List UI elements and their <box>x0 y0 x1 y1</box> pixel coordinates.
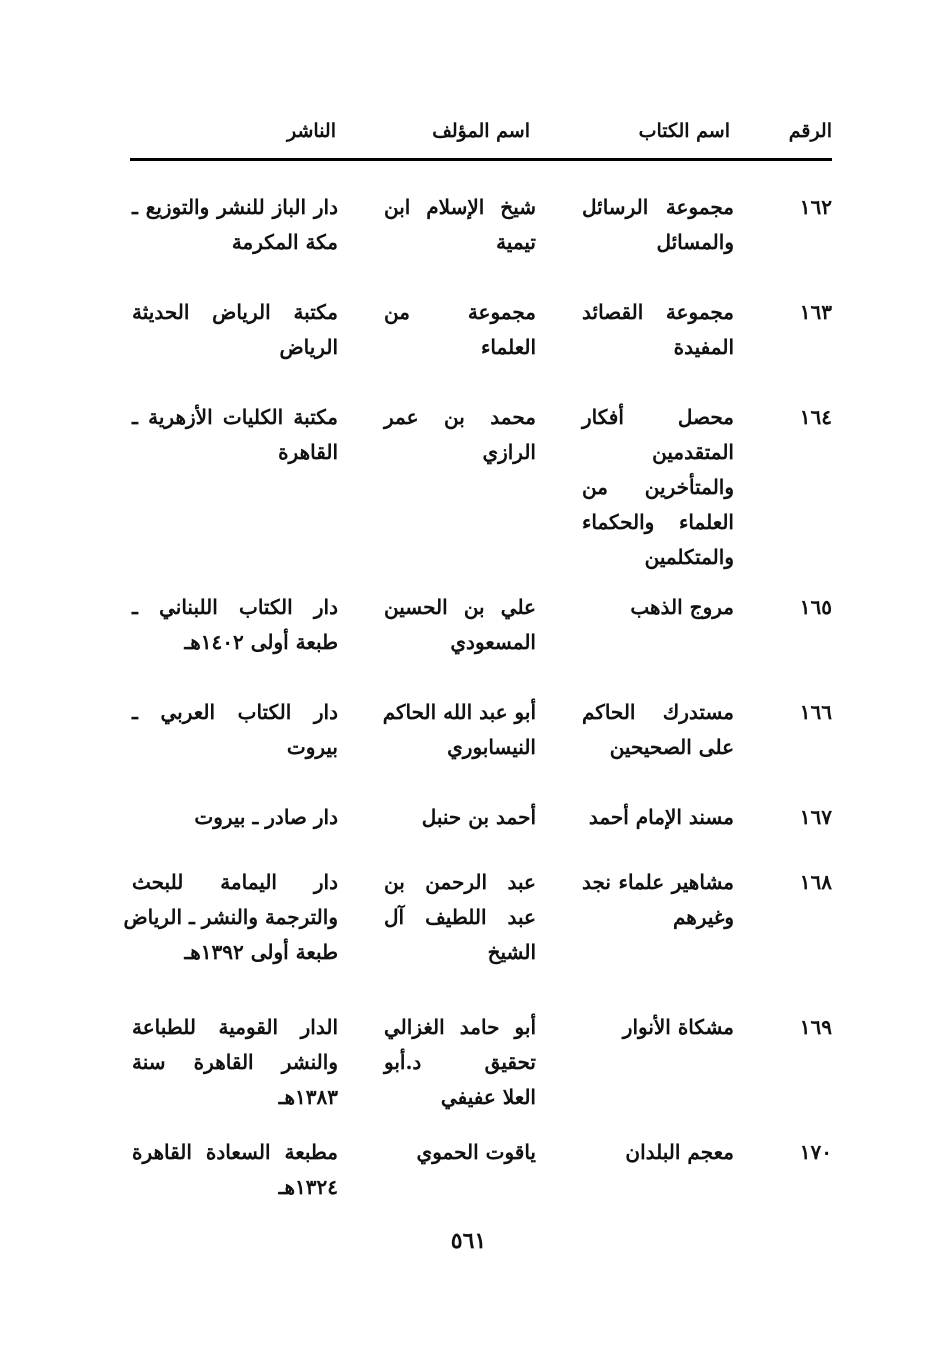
author-name-line: النيسابوري <box>447 735 536 759</box>
author-name <box>384 1010 536 1115</box>
publisher-info-line: مكة المكرمة <box>231 230 338 254</box>
publisher-info-line: طبعة أولى ١٣٩٢هـ <box>184 940 338 964</box>
book-title <box>582 400 734 575</box>
publisher-info-line: ١٣٢٤هـ <box>278 1175 338 1199</box>
book-title-line: المتقدمين <box>652 440 734 464</box>
publisher-info <box>132 1010 338 1115</box>
book-title-line: مجموعة القصائد <box>582 300 734 324</box>
publisher-info-line: مطبعة السعادة القاهرة <box>132 1140 338 1164</box>
publisher-info-line: دار صادر ـ بيروت <box>194 805 338 829</box>
author-name <box>384 295 536 365</box>
author-name-line: العلماء <box>481 335 536 359</box>
book-title <box>582 590 734 625</box>
author-name-line: محمد بن عمر <box>384 405 536 429</box>
entry-number: ١٦٩ <box>799 1015 832 1039</box>
author-name <box>384 590 536 660</box>
page-number: ٥٦١ <box>450 1228 487 1254</box>
header-author: اسم المؤلف <box>432 120 530 142</box>
header-publisher: الناشر <box>287 120 336 142</box>
author-name-line: علي بن الحسين <box>384 595 536 619</box>
book-title-line: والمتأخرين من <box>582 475 734 499</box>
author-name-line: الشيخ <box>487 940 536 964</box>
book-title-line: مشكاة الأنوار <box>622 1015 734 1039</box>
publisher-info-line: القاهرة <box>278 440 338 464</box>
book-title-line: وغيرهم <box>672 905 734 929</box>
book-title <box>582 800 734 835</box>
publisher-info-line: مكتبة الرياض الحديثة <box>132 300 338 324</box>
entry-number: ١٦٤ <box>799 405 832 429</box>
publisher-info-line: طبعة أولى ١٤٠٢هـ <box>184 630 338 654</box>
book-title <box>582 865 734 935</box>
author-name-line: تحقيق د.أبو <box>384 1050 536 1074</box>
publisher-info <box>132 400 338 470</box>
book-title-line: العلماء والحكماء <box>582 510 734 534</box>
book-title-line: مجموعة الرسائل <box>582 195 734 219</box>
publisher-info <box>123 865 338 970</box>
author-name <box>384 190 536 260</box>
publisher-info-line: مكتبة الكليات الأزهرية ـ <box>132 405 338 429</box>
publisher-info <box>132 695 338 765</box>
publisher-info <box>132 1135 338 1205</box>
publisher-info <box>132 800 338 835</box>
book-title-line: المفيدة <box>673 335 734 359</box>
publisher-info-line: والنشر القاهرة سنة <box>132 1050 338 1074</box>
book-title-line: مروج الذهب <box>630 595 734 619</box>
publisher-info-line: دار الكتاب اللبناني ـ <box>132 595 338 619</box>
author-name-line: ياقوت الحموي <box>416 1140 536 1164</box>
publisher-info-line: الدار القومية للطباعة <box>132 1015 338 1039</box>
publisher-info-line: دار الكتاب العربي ـ <box>132 700 338 724</box>
author-name-line: شيخ الإسلام ابن <box>384 195 536 219</box>
book-title-line: على الصحيحين <box>609 735 734 759</box>
book-title <box>582 295 734 365</box>
entry-number: ١٧٠ <box>799 1140 832 1164</box>
author-name-line: عبد اللطيف آل <box>384 905 536 929</box>
entry-number: ١٦٥ <box>799 595 832 619</box>
author-name-line: الرازي <box>482 440 536 464</box>
author-name-line: أحمد بن حنبل <box>421 805 536 829</box>
publisher-info <box>132 590 338 660</box>
author-name-line: أبو عبد الله الحاكم <box>382 700 536 724</box>
header-divider <box>130 158 832 161</box>
book-title-line: مستدرك الحاكم <box>582 700 734 724</box>
publisher-info <box>132 295 338 365</box>
publisher-info-line: والترجمة والنشر ـ الرياض <box>123 905 338 929</box>
entry-number: ١٦٣ <box>799 300 832 324</box>
author-name <box>384 400 536 470</box>
entry-number: ١٦٨ <box>799 870 832 894</box>
author-name-line: المسعودي <box>450 630 536 654</box>
publisher-info-line: دار الباز للنشر والتوزيع ـ <box>132 195 338 219</box>
book-title <box>582 190 734 260</box>
author-name <box>384 1135 536 1170</box>
author-name-line: أبو حامد الغزالي <box>384 1015 536 1039</box>
book-title <box>582 695 734 765</box>
author-name <box>384 865 536 970</box>
author-name-line: العلا عفيفي <box>440 1085 536 1109</box>
author-name-line: تيمية <box>496 230 536 254</box>
entry-number: ١٦٧ <box>799 805 832 829</box>
publisher-info-line: دار اليمامة للبحث <box>132 870 338 894</box>
book-title-line: معجم البلدان <box>625 1140 734 1164</box>
book-title-line: مسند الإمام أحمد <box>588 805 734 829</box>
book-title-line: محصل أفكار <box>582 405 734 429</box>
book-title-line: مشاهير علماء نجد <box>582 870 734 894</box>
entry-number: ١٦٢ <box>799 195 832 219</box>
book-title-line: والمسائل <box>656 230 734 254</box>
publisher-info-line: الرياض <box>279 335 338 359</box>
author-name <box>384 800 536 835</box>
book-title-line: والمتكلمين <box>644 545 734 569</box>
publisher-info-line: بيروت <box>286 735 338 759</box>
entry-number: ١٦٦ <box>799 700 832 724</box>
book-title <box>582 1010 734 1045</box>
publisher-info <box>132 190 338 260</box>
header-number: الرقم <box>788 120 832 142</box>
book-title <box>582 1135 734 1170</box>
author-name-line: مجموعة من <box>384 300 536 324</box>
header-book-title: اسم الكتاب <box>638 120 730 142</box>
table-header <box>130 120 832 160</box>
author-name-line: عبد الرحمن بن <box>384 870 536 894</box>
publisher-info-line: ١٣٨٣هـ <box>278 1085 338 1109</box>
author-name <box>384 695 536 765</box>
